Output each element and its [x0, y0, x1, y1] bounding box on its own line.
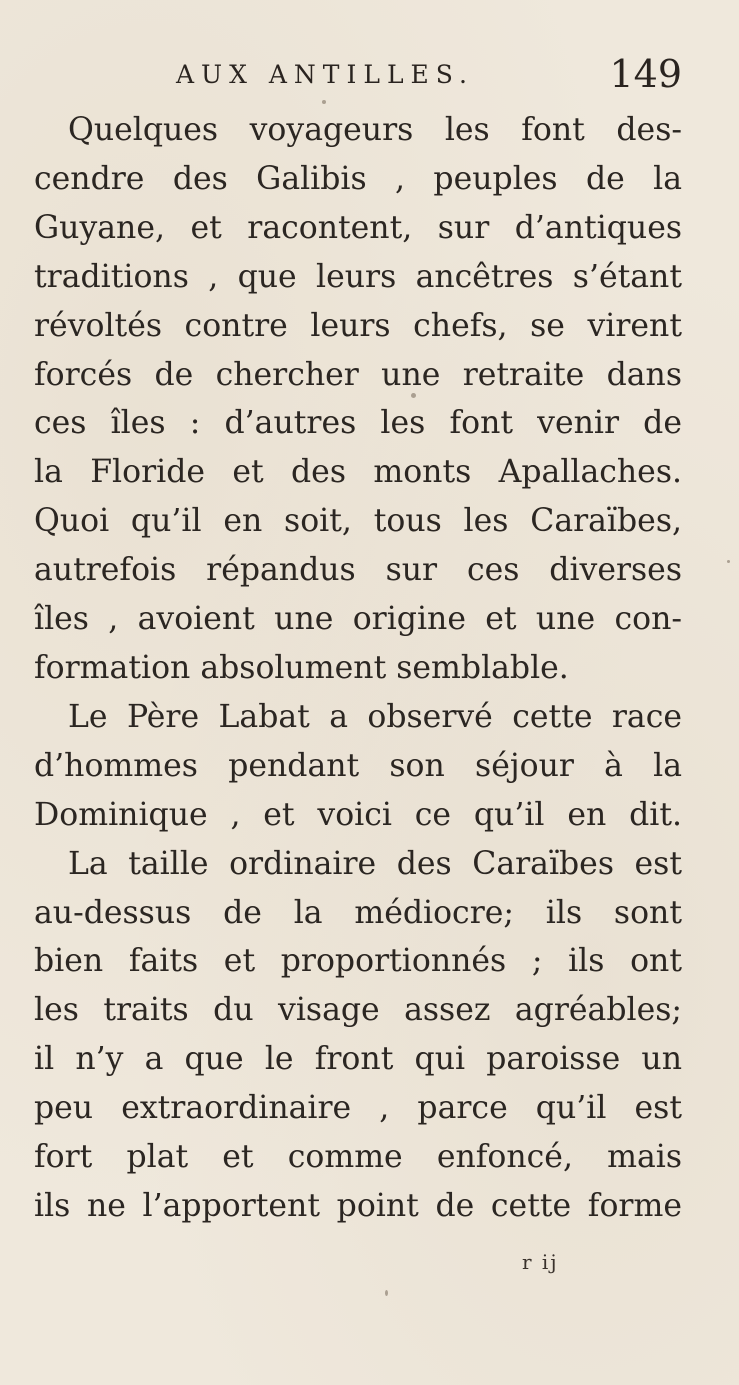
text-line: La taille ordinaire des Caraïbes est — [68, 845, 682, 882]
text-line: les traits du visage assez agréables; — [34, 992, 682, 1029]
paper-speck — [322, 100, 326, 104]
text-line: forcés de chercher une retraite dans — [34, 356, 682, 393]
paper-speck — [411, 393, 416, 398]
text-line: Guyane, et racontent, sur d’antiques — [34, 209, 682, 246]
text-line: Dominique , et voici ce qu’il en dit. — [34, 796, 682, 833]
text-line: la Floride et des monts Apallaches. — [34, 454, 682, 491]
text-line: Quoi qu’il en soit, tous les Caraïbes, — [34, 503, 682, 540]
paragraph-3 — [34, 840, 682, 1231]
text-line: Quelques voyageurs les font des- — [68, 112, 682, 148]
text-line: ces îles : d’autres les font venir de — [34, 405, 682, 442]
text-line: il n’y a que le front qui paroisse un — [34, 1041, 682, 1078]
paragraph-2 — [34, 693, 682, 840]
paper-speck — [385, 1290, 388, 1296]
text-line: peu extraordinaire , parce qu’il est — [34, 1090, 682, 1127]
running-head: AUX ANTILLES. — [176, 60, 474, 89]
paragraph-1 — [34, 106, 682, 693]
book-page — [34, 52, 682, 1231]
text-line: formation absolument semblable. — [34, 649, 569, 686]
text-line: ils ne l’apportent point de cette forme — [34, 1187, 682, 1224]
text-line: d’hommes pendant son séjour à la — [34, 747, 682, 784]
text-line: cendre des Galibis , peuples de la — [34, 160, 682, 197]
text-line: autrefois répandus sur ces diverses — [34, 552, 682, 589]
text-line: îles , avoient une origine et une con- — [34, 601, 682, 638]
text-line: Le Père Labat a observé cette race — [68, 698, 682, 735]
page-number: 149 — [609, 52, 682, 96]
signature-mark: r ij — [522, 1250, 559, 1274]
text-line: au-dessus de la médiocre; ils sont — [34, 894, 682, 931]
text-line: traditions , que leurs ancêtres s’étant — [34, 258, 682, 295]
page-header — [34, 52, 682, 106]
text-line: révoltés contre leurs chefs, se virent — [34, 307, 682, 344]
text-line: fort plat et comme enfoncé, mais — [34, 1139, 682, 1176]
text-line: bien faits et proportionnés ; ils ont — [34, 943, 682, 980]
paper-speck — [727, 560, 730, 563]
